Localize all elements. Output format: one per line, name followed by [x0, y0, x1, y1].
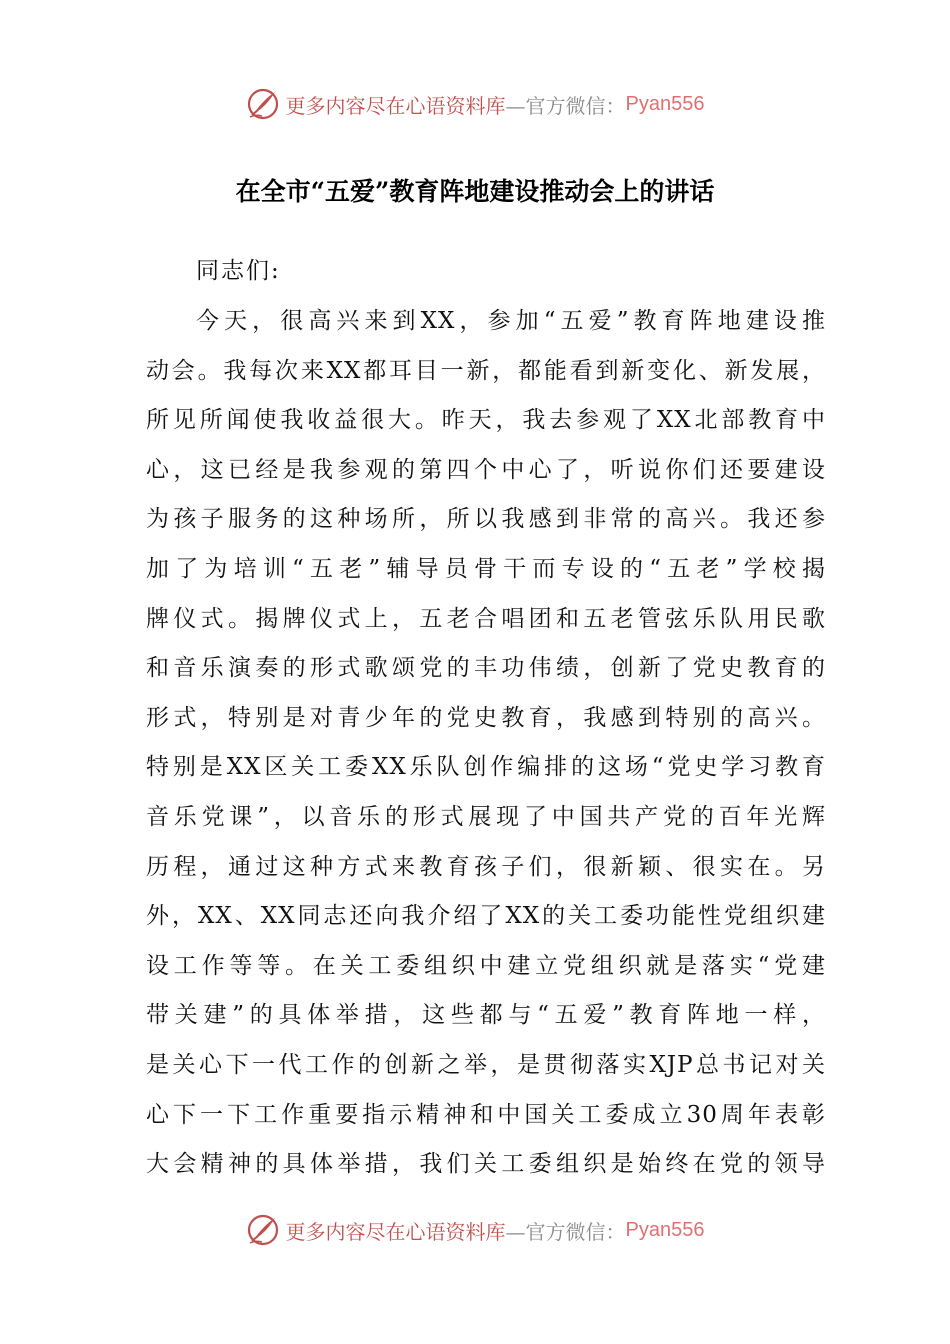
- body-line: 牌仪式。揭牌仪式上，五老合唱团和五老管弦乐队用民歌: [146, 605, 826, 632]
- banner-sub-text: —官方微信：: [505, 1219, 626, 1244]
- body-line: 带关建”的具体举措，这些都与“五爱”教育阵地一样，: [146, 1002, 826, 1029]
- body-line: 特别是XX区关工委XX乐队创作编排的这场“党史学习教育: [146, 754, 826, 781]
- body-line: 是关心下一代工作的创新之举，是贯彻落实XJP总书记对关: [146, 1051, 826, 1078]
- banner-wechat-id: Pyan556: [625, 92, 705, 115]
- document-body: [146, 297, 826, 1190]
- body-line: 所见所闻使我收益很大。昨天，我去参观了XX北部教育中: [146, 407, 826, 434]
- header-banner: [0, 84, 950, 124]
- document-title: 在全市“五爱”教育阵地建设推动会上的讲话: [235, 177, 715, 206]
- body-line: 外，XX、XX同志还向我介绍了XX的关工委功能性党组织建: [146, 903, 826, 930]
- body-line: 加了为培训“五老”辅导员骨干而专设的“五老”学校揭: [146, 555, 826, 582]
- footer-banner: [0, 1210, 950, 1250]
- quill-logo-icon: [246, 87, 280, 121]
- body-line: 大会精神的具体举措，我们关工委组织是始终在党的领导: [146, 1151, 826, 1178]
- salutation: 同志们:: [196, 258, 281, 284]
- body-line: 动会。我每次来XX都耳目一新，都能看到新变化、新发展，: [146, 357, 826, 384]
- body-line: 心下一下工作重要指示精神和中国关工委成立30周年表彰: [146, 1101, 826, 1128]
- banner-sub-text: —官方微信：: [505, 93, 626, 118]
- body-line: 设工作等等。在关工委组织中建立党组织就是落实“党建: [146, 952, 826, 979]
- quill-logo-icon: [246, 1213, 280, 1247]
- body-line: 心，这已经是我参观的第四个中心了，听说你们还要建设: [146, 456, 826, 483]
- body-line: 形式，特别是对青少年的党史教育，我感到特别的高兴。: [146, 704, 826, 731]
- banner-main-text: 更多内容尽在心语资料库: [285, 1219, 506, 1244]
- banner-main-text: 更多内容尽在心语资料库: [285, 93, 506, 118]
- body-line: 今天，很高兴来到XX，参加“五爱”教育阵地建设推: [196, 308, 826, 334]
- body-line: 和音乐演奏的形式歌颂党的丰功伟绩，创新了党史教育的: [146, 655, 826, 682]
- body-line: 为孩子服务的这种场所，所以我感到非常的高兴。我还参: [146, 506, 826, 533]
- body-line: 音乐党课”，以音乐的形式展现了中国共产党的百年光辉: [146, 803, 826, 830]
- body-line: 历程，通过这种方式来教育孩子们，很新颖、很实在。另: [146, 853, 826, 880]
- banner-wechat-id: Pyan556: [625, 1218, 705, 1241]
